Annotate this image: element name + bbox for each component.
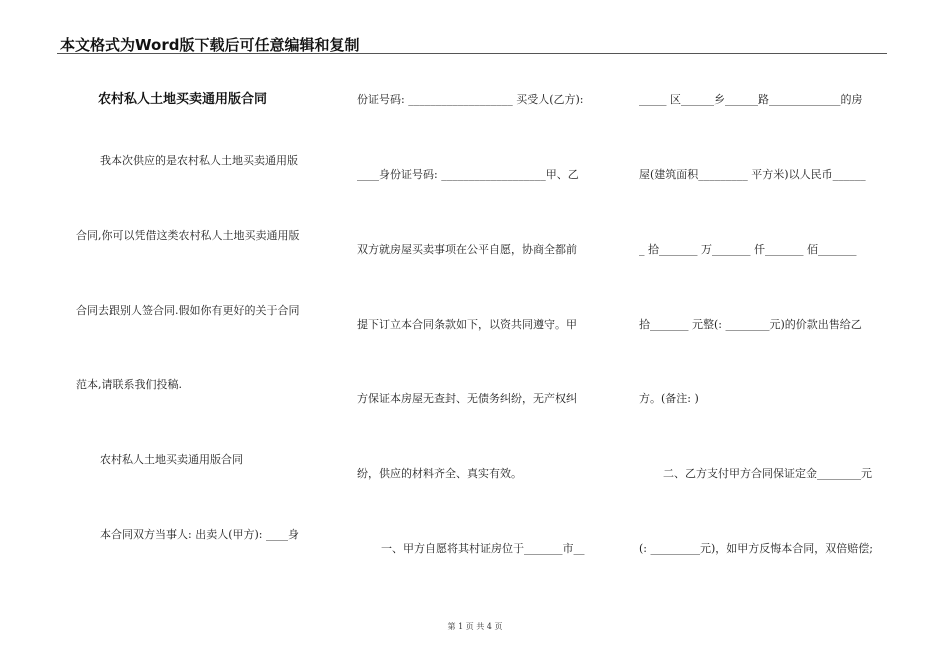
paragraph-line: _____ 区______乡______路_____________的房 [639, 93, 863, 106]
paragraph-line: 提下订立本合同条款如下，以资共同遵守。甲 [357, 318, 577, 331]
paragraph-line: 拾_______ 元整(: ________元)的价款出售给乙 [639, 318, 862, 331]
paragraph-line: (: _________元)，如甲方反悔本合同，双倍赔偿; [639, 542, 873, 555]
paragraph-line: _ 拾_______ 万_______ 仟_______ 佰_______ [639, 243, 857, 256]
document-header-title: 本文格式为Word版下载后可任意编辑和复制 [60, 36, 360, 54]
page-number-footer: 第 1 页 共 4 页 [447, 622, 503, 631]
document-title: 农村私人土地买卖通用版合同 [98, 92, 268, 107]
paragraph-line: 本合同双方当事人: 出卖人(甲方): ____身 [100, 528, 299, 541]
paragraph-line: 屋(建筑面积_________ 平方米)以人民币______ [639, 168, 866, 181]
paragraph-line: ____身份证号码: ___________________甲、乙 [357, 168, 579, 181]
paragraph-line: 方。(备注: ) [639, 392, 699, 405]
paragraph-line: 方保证本房屋无查封、无债务纠纷，无产权纠 [357, 392, 577, 405]
paragraph-line: 双方就房屋买卖事项在公平自愿，协商全都前 [357, 243, 577, 256]
paragraph-line: 合同,你可以凭借这类农村私人土地买卖通用版 [76, 229, 300, 242]
paragraph-line: 农村私人土地买卖通用版合同 [100, 453, 243, 466]
paragraph-line: 二、乙方支付甲方合同保证定金________元 [663, 467, 872, 480]
paragraph-line: 范本,请联系我们投稿. [76, 378, 182, 391]
paragraph-line: 我本次供应的是农村私人土地买卖通用版 [100, 154, 298, 167]
paragraph-line: 一、甲方自愿将其村证房位于_______市__ [381, 542, 585, 555]
paragraph-line: 纷，供应的材料齐全、真实有效。 [357, 467, 522, 480]
paragraph-line: 份证号码: ___________________ 买受人(乙方): [357, 93, 584, 106]
header-divider [57, 53, 887, 54]
paragraph-line: 合同去跟别人签合同.假如你有更好的关于合同 [76, 304, 300, 317]
